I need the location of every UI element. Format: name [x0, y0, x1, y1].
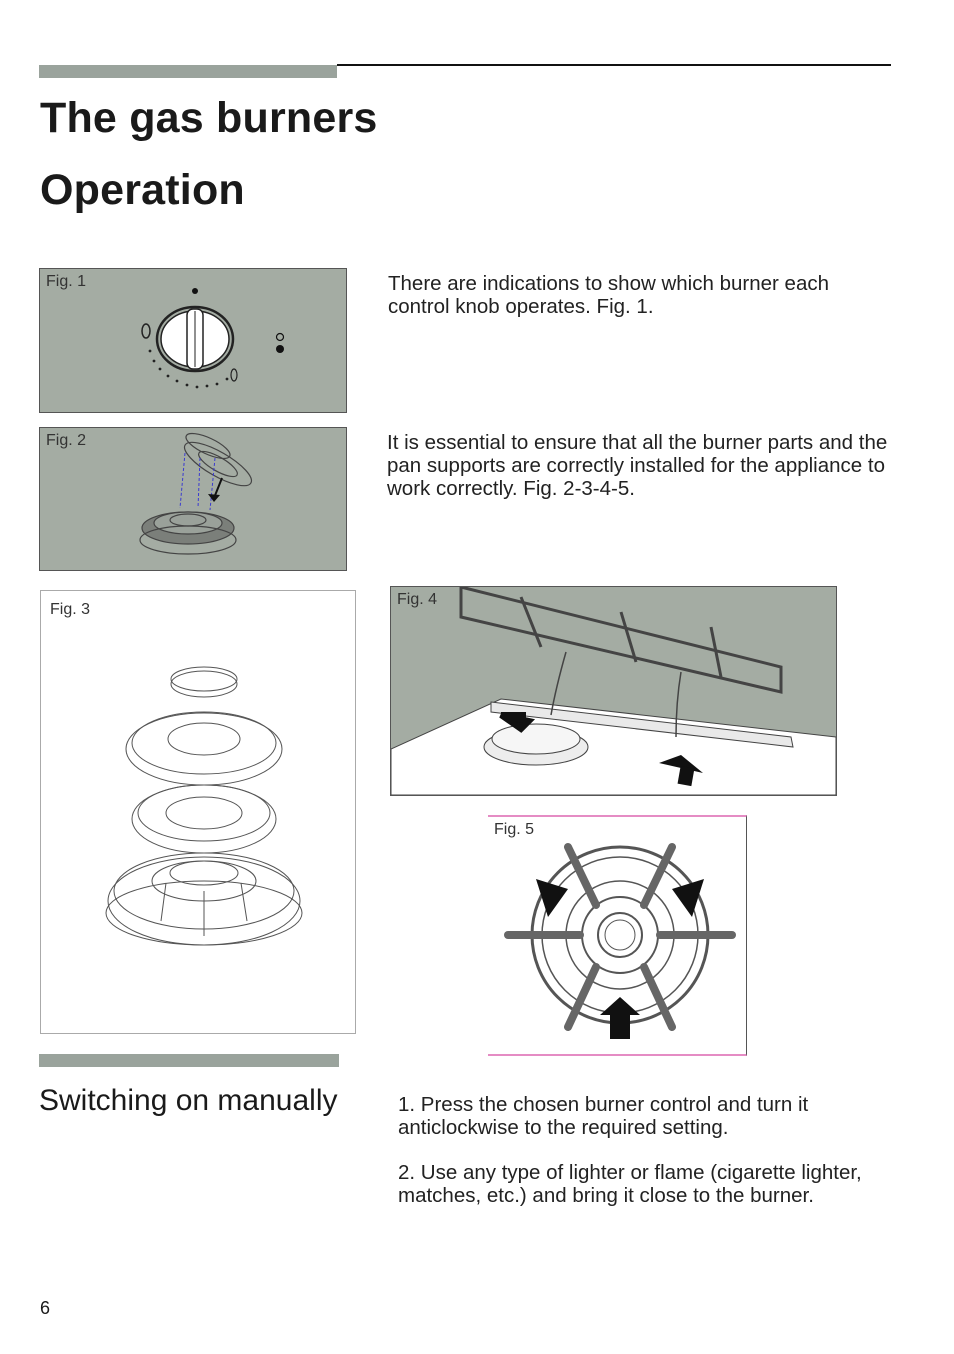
- page-title: The gas burners: [40, 94, 378, 142]
- figure-3-burner-parts: [40, 590, 356, 1034]
- instruction-step-1: 1. Press the chosen burner control and turn it anticlockwise to the required setting.: [398, 1093, 809, 1139]
- burner-exploded-illustration: [40, 428, 346, 570]
- figure-2-label: Fig. 2: [46, 432, 87, 449]
- paragraph-knob-indications: There are indications to show which burner each control knob operates. Fig. 1.: [388, 272, 829, 318]
- burner-parts-drawing: [41, 591, 355, 1033]
- header-rule-line: [337, 64, 891, 66]
- page-number: 6: [40, 1298, 51, 1318]
- figure-5-label: Fig. 5: [494, 821, 535, 838]
- header-rule-bar: [39, 65, 337, 78]
- figure-4-label: Fig. 4: [397, 591, 438, 608]
- section-title: Switching on manually: [39, 1084, 338, 1117]
- figure-4-pan-support: [390, 586, 837, 796]
- pan-support-top-illustration: [488, 817, 746, 1054]
- figure-3-label: Fig. 3: [50, 601, 91, 618]
- figure-1-control-knob: [39, 268, 347, 413]
- paragraph-install-parts: It is essential to ensure that all the burner parts and the pan supports are correctly installed for the appliance to work correctly. Fig. 2-3-4-5.: [387, 431, 888, 500]
- figure-1-label: Fig. 1: [46, 273, 87, 290]
- figure-5-pan-support-top: [488, 815, 747, 1056]
- page-subtitle: Operation: [40, 166, 245, 214]
- section-rule-bar: [39, 1054, 339, 1067]
- knob-illustration: [40, 269, 346, 412]
- pan-support-illustration: [391, 587, 836, 795]
- figure-2-burner-assembly: [39, 427, 347, 571]
- instruction-step-2: 2. Use any type of lighter or flame (cigarette lighter, matches, etc.) and bring it close to the burner.: [398, 1161, 862, 1207]
